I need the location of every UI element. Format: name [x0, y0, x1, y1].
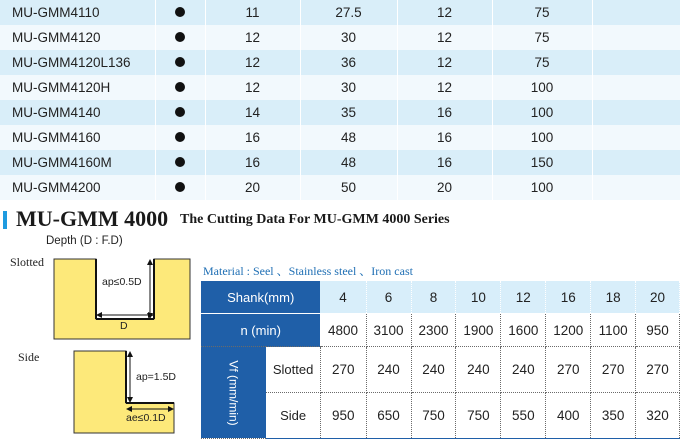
shank-value-cell: 12	[501, 281, 546, 314]
shank-value-cell: 10	[456, 281, 501, 314]
side-ap-text: ap=1.5D	[136, 371, 176, 383]
shank-value-cell: 8	[411, 281, 456, 314]
spec-empty-cell	[592, 150, 680, 175]
filled-dot-icon	[175, 57, 185, 67]
side-label: Side	[18, 350, 40, 364]
spec-value-cell: 12	[397, 0, 492, 25]
shank-header: Shank(mm)	[201, 281, 320, 314]
n-header: n (min)	[201, 314, 320, 347]
slotted-d-text: D	[120, 320, 128, 332]
spec-value-cell: 16	[205, 125, 300, 150]
n-value-cell: 950	[635, 314, 679, 347]
spec-table	[0, 0, 680, 200]
n-value-cell: 1100	[591, 314, 636, 347]
spec-model-code: MU-GMM4140	[0, 100, 155, 125]
cutting-data-table	[201, 281, 680, 439]
filled-dot-icon	[175, 7, 185, 17]
vf-header-text: Vf (mm/min)	[226, 360, 241, 426]
spec-availability-cell	[155, 25, 205, 50]
side-row	[201, 393, 680, 439]
spec-value-cell: 11	[205, 0, 300, 25]
spec-value-cell: 100	[492, 100, 592, 125]
side-vf-cell: 350	[591, 393, 636, 439]
spec-value-cell: 50	[300, 175, 397, 200]
shank-value-cell: 20	[635, 281, 679, 314]
slotted-row-label: Slotted	[266, 347, 320, 393]
side-vf-cell: 550	[501, 393, 546, 439]
spec-empty-cell	[592, 75, 680, 100]
spec-row	[0, 75, 680, 100]
shank-value-cell: 16	[546, 281, 591, 314]
spec-value-cell: 150	[492, 150, 592, 175]
spec-row	[0, 100, 680, 125]
material-label: Material : Seel 、Stainless steel 、Iron cast	[203, 264, 413, 278]
shank-row	[201, 281, 680, 314]
spec-availability-cell	[155, 125, 205, 150]
slotted-row	[201, 347, 680, 393]
spec-value-cell: 16	[397, 100, 492, 125]
spec-empty-cell	[592, 100, 680, 125]
side-vf-cell: 650	[366, 393, 411, 439]
spec-empty-cell	[592, 175, 680, 200]
n-row	[201, 314, 680, 347]
heading-subtitle: The Cutting Data For MU-GMM 4000 Series	[180, 212, 450, 227]
filled-dot-icon	[175, 32, 185, 42]
spec-availability-cell	[155, 50, 205, 75]
spec-availability-cell	[155, 150, 205, 175]
spec-availability-cell	[155, 75, 205, 100]
slotted-vf-cell: 270	[320, 347, 366, 393]
spec-value-cell: 12	[205, 50, 300, 75]
spec-model-code: MU-GMM4200	[0, 175, 155, 200]
spec-value-cell: 16	[397, 150, 492, 175]
spec-empty-cell	[592, 0, 680, 25]
spec-value-cell: 27.5	[300, 0, 397, 25]
n-value-cell: 1200	[546, 314, 591, 347]
side-vf-cell: 400	[546, 393, 591, 439]
spec-value-cell: 16	[205, 150, 300, 175]
spec-empty-cell	[592, 125, 680, 150]
depth-label: Depth (D : F.D)	[46, 235, 123, 247]
spec-empty-cell	[592, 50, 680, 75]
spec-value-cell: 75	[492, 25, 592, 50]
side-diagram	[70, 345, 200, 440]
spec-model-code: MU-GMM4120	[0, 25, 155, 50]
spec-availability-cell	[155, 175, 205, 200]
spec-model-code: MU-GMM4160	[0, 125, 155, 150]
spec-row	[0, 0, 680, 25]
spec-row	[0, 175, 680, 200]
slotted-vf-cell: 240	[411, 347, 456, 393]
n-value-cell: 1600	[501, 314, 546, 347]
spec-value-cell: 75	[492, 0, 592, 25]
spec-row	[0, 25, 680, 50]
n-value-cell: 2300	[411, 314, 456, 347]
spec-value-cell: 75	[492, 50, 592, 75]
spec-value-cell: 12	[397, 50, 492, 75]
slotted-vf-cell: 240	[501, 347, 546, 393]
spec-value-cell: 12	[397, 75, 492, 100]
spec-value-cell: 12	[205, 25, 300, 50]
filled-dot-icon	[175, 82, 185, 92]
spec-row	[0, 150, 680, 175]
spec-value-cell: 35	[300, 100, 397, 125]
side-ae-text: ae≤0.1D	[126, 412, 166, 424]
spec-availability-cell	[155, 100, 205, 125]
spec-value-cell: 20	[397, 175, 492, 200]
side-vf-cell: 320	[635, 393, 679, 439]
spec-model-code: MU-GMM4120H	[0, 75, 155, 100]
slotted-diagram	[50, 253, 200, 343]
spec-value-cell: 16	[397, 125, 492, 150]
filled-dot-icon	[175, 107, 185, 117]
side-row-label: Side	[266, 393, 320, 439]
spec-row	[0, 125, 680, 150]
n-value-cell: 3100	[366, 314, 411, 347]
spec-value-cell: 36	[300, 50, 397, 75]
n-value-cell: 4800	[320, 314, 366, 347]
spec-model-code: MU-GMM4120L136	[0, 50, 155, 75]
slotted-ap-text: ap≤0.5D	[102, 276, 142, 288]
filled-dot-icon	[175, 182, 185, 192]
spec-value-cell: 14	[205, 100, 300, 125]
spec-empty-cell	[592, 25, 680, 50]
spec-value-cell: 12	[397, 25, 492, 50]
shank-value-cell: 4	[320, 281, 366, 314]
section-heading	[0, 205, 680, 233]
slotted-vf-cell: 270	[591, 347, 636, 393]
slotted-label: Slotted	[10, 255, 45, 269]
spec-value-cell: 100	[492, 75, 592, 100]
spec-value-cell: 100	[492, 175, 592, 200]
spec-model-code: MU-GMM4110	[0, 0, 155, 25]
spec-value-cell: 12	[205, 75, 300, 100]
spec-value-cell: 48	[300, 150, 397, 175]
shank-value-cell: 18	[591, 281, 636, 314]
slotted-vf-cell: 270	[546, 347, 591, 393]
spec-value-cell: 30	[300, 25, 397, 50]
spec-value-cell: 100	[492, 125, 592, 150]
side-vf-cell: 750	[411, 393, 456, 439]
slotted-vf-cell: 240	[366, 347, 411, 393]
spec-table-body	[0, 0, 680, 200]
filled-dot-icon	[175, 157, 185, 167]
spec-value-cell: 30	[300, 75, 397, 100]
n-value-cell: 1900	[456, 314, 501, 347]
spec-row	[0, 50, 680, 75]
spec-value-cell: 48	[300, 125, 397, 150]
slotted-vf-cell: 270	[635, 347, 679, 393]
heading-accent-bar	[3, 211, 7, 229]
side-vf-cell: 750	[456, 393, 501, 439]
side-vf-cell: 950	[320, 393, 366, 439]
spec-value-cell: 20	[205, 175, 300, 200]
spec-availability-cell	[155, 0, 205, 25]
filled-dot-icon	[175, 132, 185, 142]
vf-header	[201, 347, 266, 439]
heading-title: MU-GMM 4000	[16, 206, 169, 231]
spec-model-code: MU-GMM4160M	[0, 150, 155, 175]
slotted-vf-cell: 240	[456, 347, 501, 393]
shank-value-cell: 6	[366, 281, 411, 314]
